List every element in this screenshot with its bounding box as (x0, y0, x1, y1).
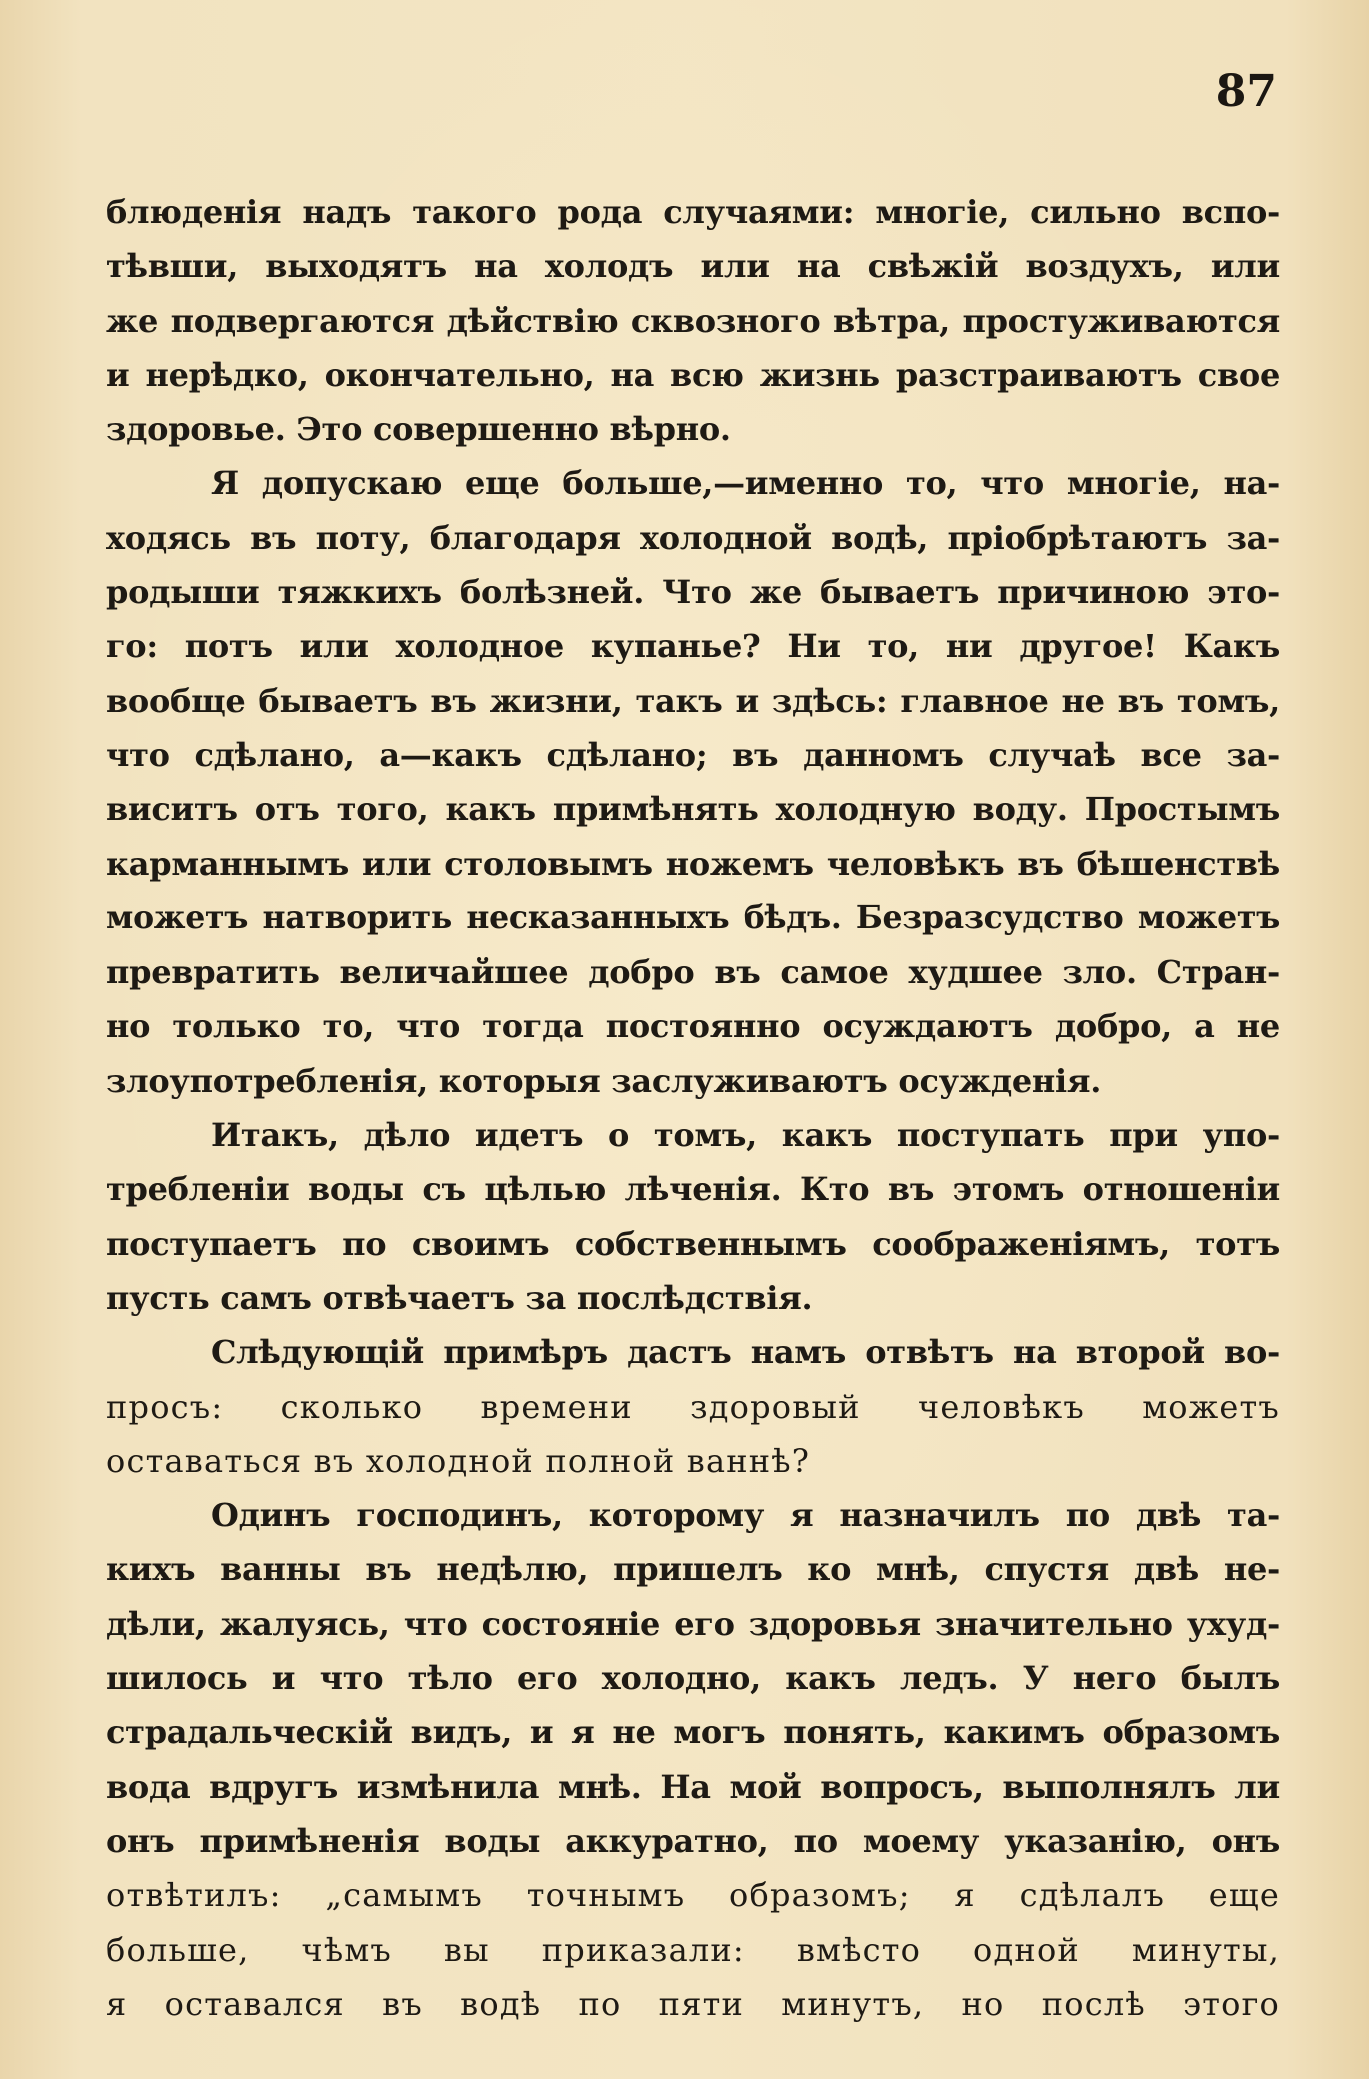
text-line: можетъ натворить несказанныхъ бѣдъ. Безразсудство можетъ (106, 898, 1280, 936)
text-line: вообще бываетъ въ жизни, такъ и здѣсь: главное не въ томъ, (106, 681, 1280, 720)
text-line: злоупотребленія, которыя заслуживаютъ осужденія. (106, 1061, 1102, 1100)
text-line: Я допускаю еще больше,—именно то, что многіе, на- (211, 464, 1280, 503)
text-line: пусть самъ отвѣчаетъ за послѣдствія. (106, 1278, 813, 1317)
text-line: страдальческій видъ, и я не могъ понять, какимъ образомъ (106, 1713, 1280, 1752)
text-line: оставаться въ холодной полной ваннѣ? (106, 1441, 811, 1480)
body-text (106, 185, 1280, 2031)
text-line: Одинъ господинъ, которому я назначилъ по двѣ та- (211, 1496, 1280, 1535)
text-line: здоровье. Это совершенно вѣрно. (106, 410, 731, 449)
text-line: и нерѣдко, окончательно, на всю жизнь разстраиваютъ свое (106, 355, 1280, 394)
text-line: шилось и что тѣло его холодно, какъ ледъ. У него былъ (106, 1659, 1280, 1698)
text-line: виситъ отъ того, какъ примѣнять холодную воду. Простымъ (106, 790, 1280, 829)
text-line: поступаетъ по своимъ собственнымъ соображеніямъ, тотъ (106, 1224, 1280, 1263)
text-line: родыши тяжкихъ болѣзней. Что же бываетъ причиною это- (106, 573, 1280, 612)
text-line: вода вдругъ измѣнила мнѣ. На мой вопросъ, выполнялъ ли (106, 1767, 1280, 1806)
text-line: что сдѣлано, а—какъ сдѣлано; въ данномъ случаѣ все за- (106, 735, 1280, 774)
text-line: просъ: сколько времени здоровый человѣкъ можетъ (106, 1387, 1280, 1426)
text-line: блюденія надъ такого рода случаями: многіе, сильно вспо- (106, 193, 1280, 231)
text-line: ходясь въ поту, благодаря холодной водѣ, пріобрѣтаютъ за- (106, 518, 1280, 557)
text-line: требленіи воды съ цѣлью лѣченія. Кто въ этомъ отношеніи (106, 1170, 1280, 1209)
text-line: кихъ ванны въ недѣлю, пришелъ ко мнѣ, спустя двѣ не- (106, 1550, 1280, 1589)
text-line: карманнымъ или столовымъ ножемъ человѣкъ въ бѣшенствѣ (106, 844, 1280, 883)
text-line: больше, чѣмъ вы приказали: вмѣсто одной минуты, (106, 1930, 1280, 1969)
text-line: превратить величайшее добро въ самое худшее зло. Стран- (106, 953, 1280, 992)
page-number: 87 (1215, 66, 1277, 117)
text-line: отвѣтилъ: „самымъ точнымъ образомъ; я сдѣлалъ еще (106, 1876, 1280, 1915)
text-line: Итакъ, дѣло идетъ о томъ, какъ поступать при упо- (211, 1116, 1280, 1155)
text-line: го: потъ или холодное купанье? Ни то, ни другое! Какъ (106, 627, 1280, 666)
text-line: но только то, что тогда постоянно осуждаютъ добро, а не (106, 1007, 1280, 1046)
text-line: онъ примѣненія воды аккуратно, по моему указанію, онъ (106, 1821, 1280, 1860)
text-line: же подвергаются дѣйствію сквозного вѣтра, простуживаются (106, 301, 1280, 340)
text-line: я оставался въ водѣ по пяти минутъ, но послѣ этого (106, 1984, 1280, 2023)
text-line: Слѣдующій примѣръ дастъ намъ отвѣтъ на второй во- (211, 1333, 1280, 1372)
text-line: тѣвши, выходятъ на холодъ или на свѣжій воздухъ, или (106, 247, 1280, 286)
text-line: дѣли, жалуясь, что состояніе его здоровья значительно ухуд- (106, 1604, 1280, 1643)
